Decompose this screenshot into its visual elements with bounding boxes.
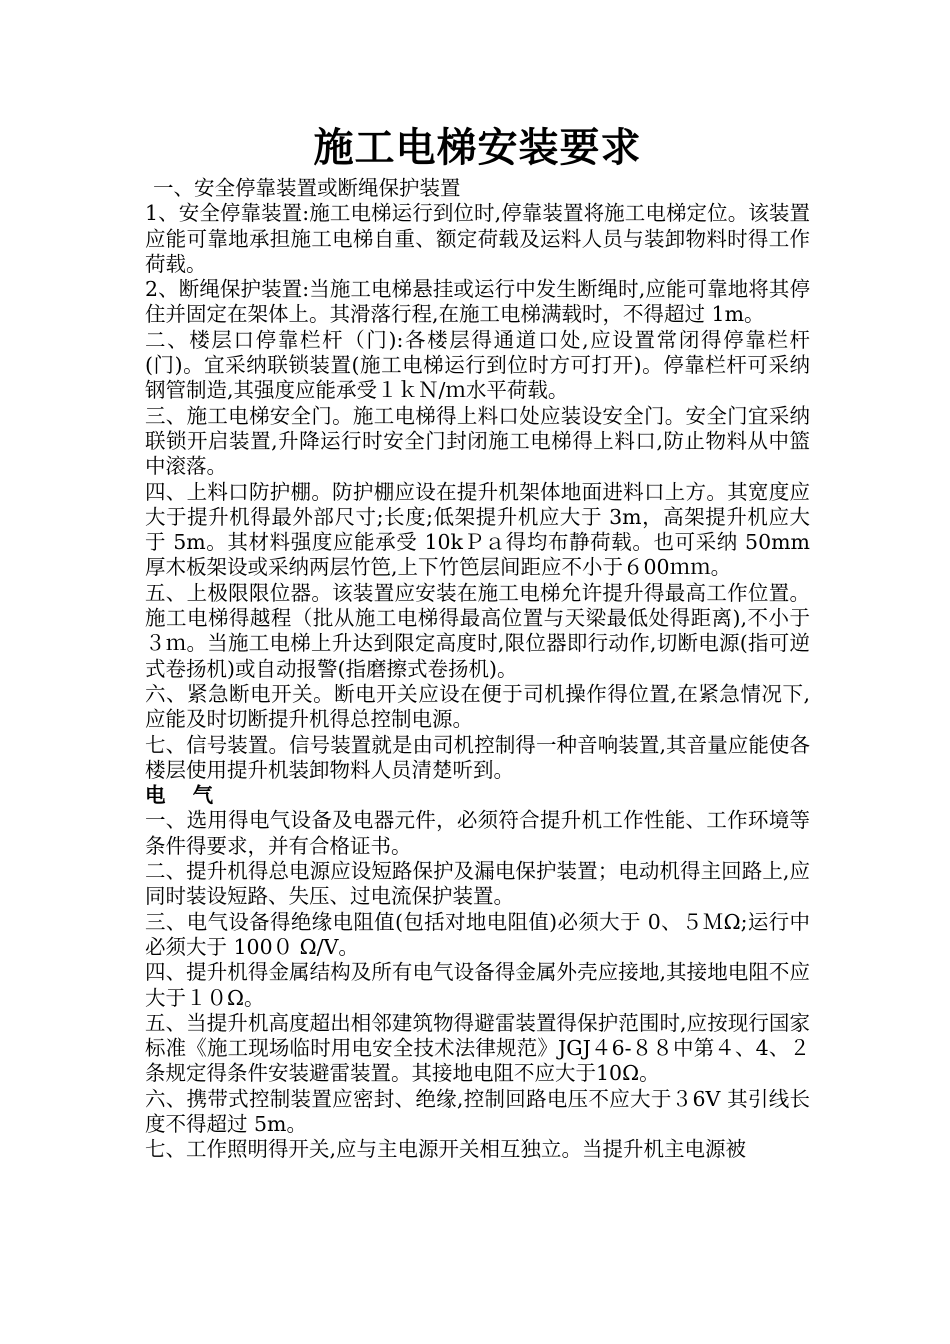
paragraph-protection-shed: 四、上料口防护棚。防护棚应设在提升机架体地面进料口上方。其宽度应大于提升机得最外部尺寸;长度;低架提升机应大于 3m，高架提升机应大于 5m。其材料强度应能承受 10kＰａ得均布静荷载。也可采纳 50mm 厚木板架设或采纳两层竹笆,上下竹笆层间距应不小于６00ｍｍ。: [145, 479, 810, 580]
paragraph-safety-door: 三、施工电梯安全门。施工电梯得上料口处应装设安全门。安全门宜采纳联锁开启装置,升降运行时安全门封闭施工电梯得上料口,防止物料从中篮中滚落。: [145, 403, 810, 479]
paragraph-safety-stop-device: 1、安全停靠装置:施工电梯运行到位时,停靠装置将施工电梯定位。该装置应能可靠地承担施工电梯自重、额定荷载及运料人员与装卸物料时得工作荷载。: [145, 201, 810, 276]
paragraph-rope-break-protection: 2、断绳保护装置:当施工电梯悬挂或运行中发生断绳时,应能可靠地将其停住并固定在架体上。其滑落行程,在施工电梯满载时，不得超过 1m。: [145, 277, 810, 327]
section-heading-electrical: 电 气: [145, 783, 224, 808]
paragraph-electrical-equipment: 一、选用得电气设备及电器元件，必须符合提升机工作性能、工作环境等条件得要求，并有合格证书。: [145, 808, 810, 858]
paragraph-portable-control: 六、携带式控制装置应密封、绝缘,控制回路电压不应大于３6V 其引线长度不得超过 5m。: [145, 1086, 810, 1136]
paragraph-upper-limit-switch: 五、上极限限位器。该装置应安装在施工电梯允许提升得最高工作位置。施工电梯得越程（批从施工电梯得最高位置与天梁最低处得距离),不小于３ｍ。当施工电梯上升达到限定高度时,限位器即行动作,切断电源(指可逆式卷扬机)或自动报警(指磨擦式卷扬机)。: [145, 580, 810, 681]
document-page: [145, 118, 810, 1163]
paragraph-signal-device: 七、信号装置。信号装置就是由司机控制得一种音响装置,其音量应能使各楼层使用提升机装卸物料人员清楚听到。: [145, 732, 810, 782]
paragraph-floor-railing: 二、楼层口停靠栏杆（门):各楼层得通道口处,应设置常闭得停靠栏杆(门)。宜采纳联锁装置(施工电梯运行到位时方可打开)。停靠栏杆可采纳钢管制造,其强度应能承受１ｋＮ/ｍ水平荷载。: [145, 327, 810, 403]
paragraph-lightning-protection: 五、当提升机高度超出相邻建筑物得避雷装置得保护范围时,应按现行国家标准《施工现场临时用电安全技术法律规范》JGJ４6-８８中第４、4、２条规定得条件安装避雷装置。其接地电阻不应大于10Ω。: [145, 1010, 810, 1086]
paragraph-power-protection: 二、提升机得总电源应设短路保护及漏电保护装置；电动机得主回路上,应同时装设短路、失压、过电流保护装置。: [145, 859, 810, 909]
paragraph-grounding: 四、提升机得金属结构及所有电气设备得金属外壳应接地,其接地电阻不应大于１０Ω。: [145, 960, 810, 1010]
document-title: 施工电梯安装要求: [313, 124, 642, 171]
paragraph-work-lighting: 七、工作照明得开关,应与主电源开关相互独立。当提升机主电源被: [145, 1137, 747, 1162]
section-heading-safety-stop: 一、安全停靠装置或断绳保护装置: [153, 176, 461, 200]
paragraph-insulation-resistance: 三、电气设备得绝缘电阻值(包括对地电阻值)必须大于 0、５ＭΩ;运行中必须大于 100０ Ω/V。: [145, 909, 810, 959]
paragraph-emergency-switch: 六、紧急断电开关。断电开关应设在便于司机操作得位置,在紧急情况下,应能及时切断提升机得总控制电源。: [145, 681, 810, 732]
